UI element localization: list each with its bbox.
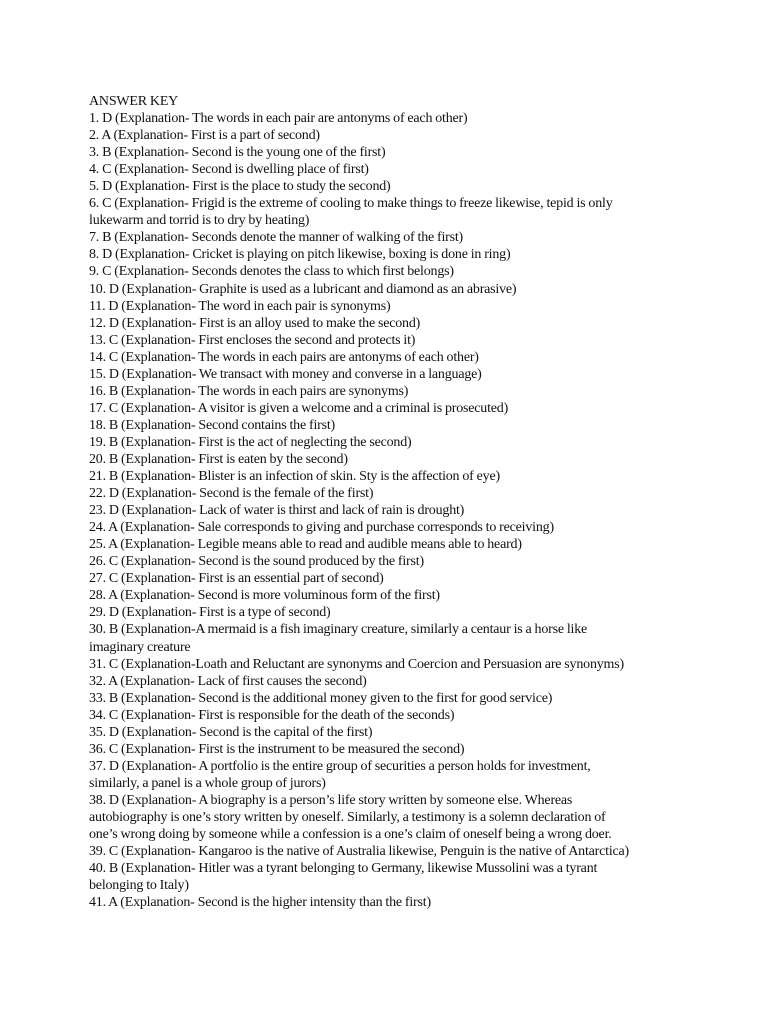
answer-line: 28. A (Explanation- Second is more voluminous form of the first) bbox=[89, 588, 440, 604]
answer-line: 33. B (Explanation- Second is the additional money given to the first for good service) bbox=[89, 690, 553, 706]
answer-line: 12. D (Explanation- First is an alloy used to make the second) bbox=[89, 315, 421, 331]
answer-line: 29. D (Explanation- First is a type of second) bbox=[89, 605, 331, 621]
answer-line: 7. B (Explanation- Seconds denote the manner of walking of the first) bbox=[89, 230, 464, 246]
answer-key-text bbox=[89, 93, 689, 911]
answer-line: 11. D (Explanation- The word in each pair is synonyms) bbox=[89, 298, 391, 314]
answer-line: 22. D (Explanation- Second is the female of the first) bbox=[89, 486, 374, 502]
answer-line: 31. C (Explanation-Loath and Reluctant are synonyms and Coercion and Persuasion are synonyms) bbox=[89, 656, 624, 672]
answer-line: 41. A (Explanation- Second is the higher intensity than the first) bbox=[89, 895, 431, 911]
answer-line: 4. C (Explanation- Second is dwelling place of first) bbox=[89, 162, 369, 178]
answer-line: 20. B (Explanation- First is eaten by the second) bbox=[89, 451, 348, 467]
answer-line: 35. D (Explanation- Second is the capital of the first) bbox=[89, 724, 373, 740]
answer-line: 18. B (Explanation- Second contains the first) bbox=[89, 417, 335, 433]
answer-line: 40. B (Explanation- Hitler was a tyrant belonging to Germany, likewise Mussolini was a tyrant bbox=[89, 861, 598, 877]
answer-line: 16. B (Explanation- The words in each pairs are synonyms) bbox=[89, 383, 409, 399]
answer-line: 2. A (Explanation- First is a part of second) bbox=[89, 128, 320, 144]
answer-line: 1. D (Explanation- The words in each pair are antonyms of each other) bbox=[89, 111, 468, 127]
answer-line: 10. D (Explanation- Graphite is used as a lubricant and diamond as an abrasive) bbox=[89, 281, 517, 297]
answer-line: lukewarm and torrid is to dry by heating) bbox=[89, 213, 310, 229]
answer-line: 25. A (Explanation- Legible means able to read and audible means able to heard) bbox=[89, 537, 522, 553]
answer-line: belonging to Italy) bbox=[89, 878, 189, 894]
answer-line: 32. A (Explanation- Lack of first causes the second) bbox=[89, 673, 367, 689]
answer-line: 39. C (Explanation- Kangaroo is the native of Australia likewise, Penguin is the native of Antarctica) bbox=[89, 844, 630, 860]
answer-line: one’s wrong doing by someone while a confession is a one’s claim of oneself being a wrong doer. bbox=[89, 827, 612, 843]
answer-line: 30. B (Explanation-A mermaid is a fish imaginary creature, similarly a centaur is a horse like bbox=[89, 622, 588, 638]
answer-line: 36. C (Explanation- First is the instrument to be measured the second) bbox=[89, 741, 465, 757]
answer-line: 8. D (Explanation- Cricket is playing on pitch likewise, boxing is done in ring) bbox=[89, 247, 511, 263]
answer-line: 17. C (Explanation- A visitor is given a welcome and a criminal is prosecuted) bbox=[89, 400, 509, 416]
answer-line: 24. A (Explanation- Sale corresponds to giving and purchase corresponds to receiving) bbox=[89, 520, 554, 536]
answer-line: 9. C (Explanation- Seconds denotes the class to which first belongs) bbox=[89, 264, 454, 280]
answer-line: 27. C (Explanation- First is an essential part of second) bbox=[89, 571, 384, 587]
answer-line: 23. D (Explanation- Lack of water is thirst and lack of rain is drought) bbox=[89, 503, 465, 519]
answer-line: 15. D (Explanation- We transact with money and converse in a language) bbox=[89, 366, 482, 382]
answer-line: 26. C (Explanation- Second is the sound produced by the first) bbox=[89, 554, 424, 570]
answer-line: autobiography is one’s story written by oneself. Similarly, a testimony is a solemn declaration of bbox=[89, 809, 606, 825]
answer-line: 14. C (Explanation- The words in each pairs are antonyms of each other) bbox=[89, 349, 479, 365]
answer-line: imaginary creature bbox=[89, 639, 191, 655]
answer-line: 37. D (Explanation- A portfolio is the entire group of securities a person holds for investment, bbox=[89, 758, 591, 774]
answer-line: 13. C (Explanation- First encloses the second and protects it) bbox=[89, 332, 416, 348]
answer-line: 5. D (Explanation- First is the place to study the second) bbox=[89, 179, 391, 195]
answer-line: 21. B (Explanation- Blister is an infection of skin. Sty is the affection of eye) bbox=[89, 469, 500, 485]
answer-line: 6. C (Explanation- Frigid is the extreme of cooling to make things to freeze likewise, tepid is only bbox=[89, 196, 613, 212]
answer-line: 38. D (Explanation- A biography is a person’s life story written by someone else. Whereas bbox=[89, 792, 573, 808]
document-title: ANSWER KEY bbox=[89, 94, 179, 109]
answer-line: 34. C (Explanation- First is responsible for the death of the seconds) bbox=[89, 707, 455, 723]
answer-line: 19. B (Explanation- First is the act of neglecting the second) bbox=[89, 434, 412, 450]
answer-line: 3. B (Explanation- Second is the young one of the first) bbox=[89, 145, 386, 161]
answer-line: similarly, a panel is a whole group of jurors) bbox=[89, 775, 326, 791]
